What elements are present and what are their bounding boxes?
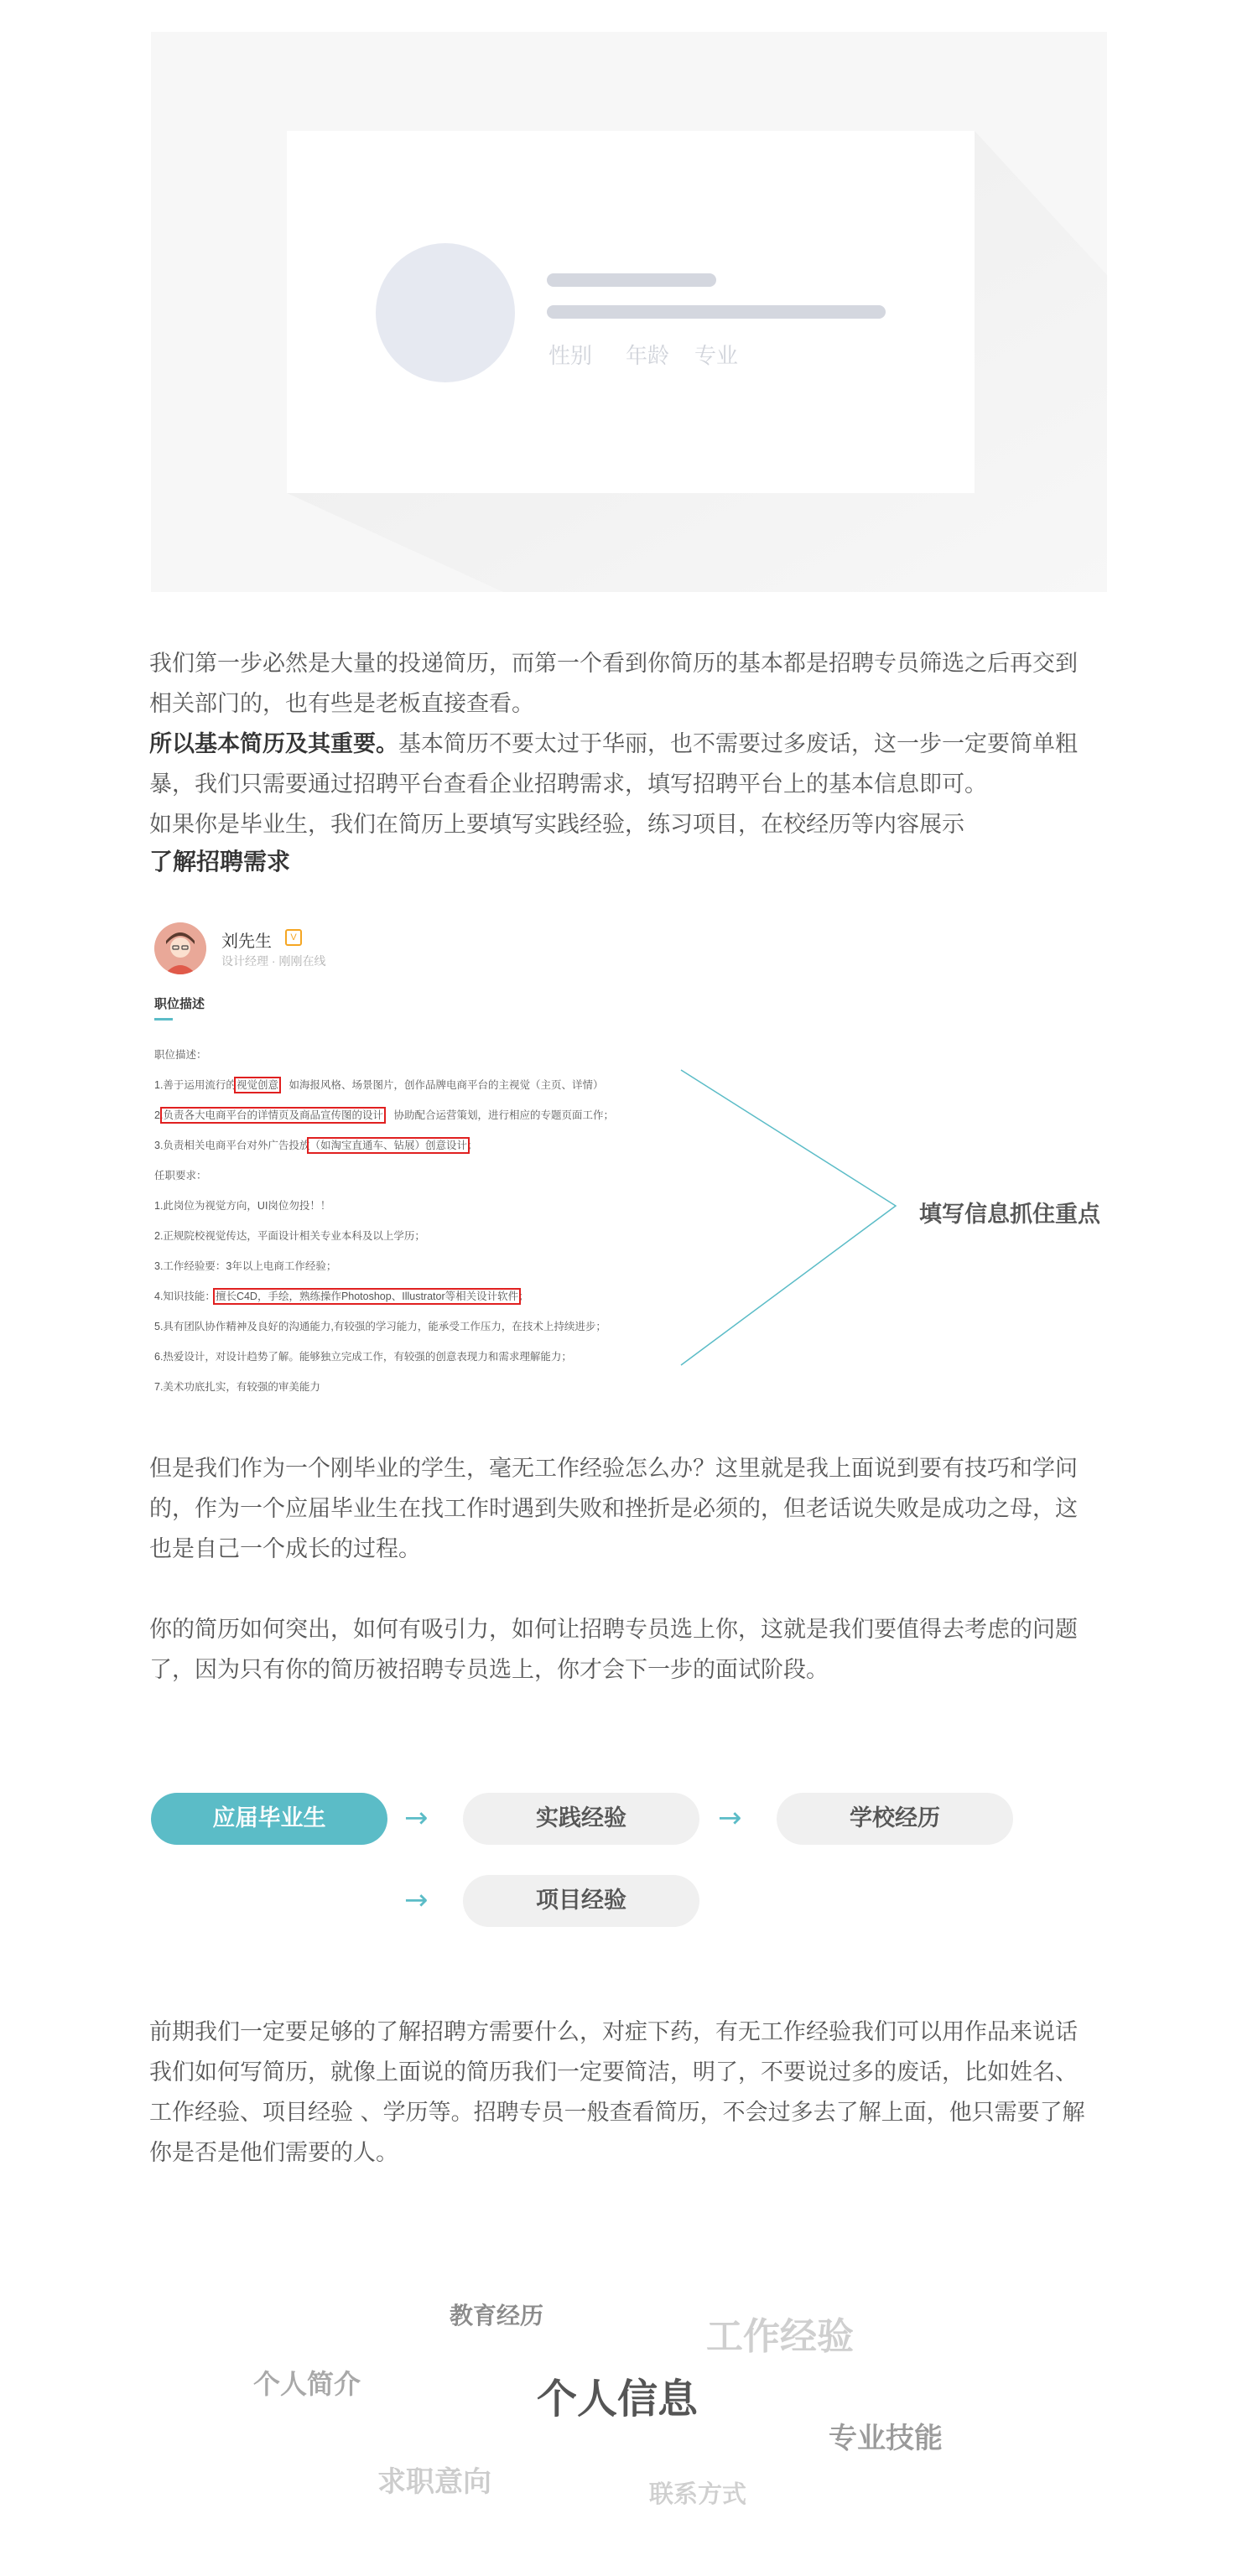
job-line-text: 7.美术功底扎实，有较强的审美能力 (154, 1381, 320, 1393)
paragraph-intro (149, 644, 1114, 845)
text-line: 但是我们作为一个刚毕业的学生，毫无工作经验怎么办？这里就是我上面说到要有技巧和学问 (149, 1456, 1078, 1482)
section-heading: 了解招聘需求 (149, 848, 291, 875)
name-placeholder-line (547, 273, 716, 287)
job-line-text: ，协助配合运营策划，进行相应的专题页面工作； (382, 1109, 614, 1121)
job-line (154, 1107, 614, 1122)
job-line (154, 1348, 572, 1363)
highlighted-keyword: 负责各大电商平台的详情页及商品宣传图的设计 (163, 1109, 383, 1121)
age-label: 年龄 (626, 344, 670, 369)
gender-label: 性别 (548, 344, 593, 369)
verified-icon: V (285, 929, 302, 946)
flow-graduate: 应届毕业生 (151, 1793, 387, 1845)
word-profile: 个人简介 (253, 2368, 361, 2400)
job-line-text: ，如海报风格、场景图片，创作品牌电商平台的主视觉（主页、详情） (278, 1079, 604, 1091)
text-line: 的，作为一个应届毕业生在找工作时遇到失败和挫折是必须的，但老话说失败是成功之母，这 (149, 1496, 1078, 1522)
text-line: 了，因为只有你的简历被招聘专员选上，你才会下一步的面试阶段。 (149, 1657, 829, 1683)
job-line (154, 1288, 529, 1303)
info-placeholder-line (547, 305, 886, 319)
flow-practice: 实践经验 (463, 1793, 699, 1845)
text-line: 前期我们一定要足够的了解招聘方需要什么，对症下药，有无工作经验我们可以用作品来说话 (149, 2019, 1078, 2045)
word-education: 教育经历 (450, 2302, 544, 2329)
text-line: 我们如何写简历，就像上面说的简历我们一定要简洁，明了，不要说过多的废话，比如姓名、 (149, 2059, 1078, 2085)
job-line-text: 4.知识技能： (154, 1291, 216, 1302)
recruiter-subtitle: 设计经理 · 刚刚在线 (221, 954, 326, 968)
text-span: 基本简历不要太过于华丽，也不需要过多废话，这一步一定要简单粗 (398, 731, 1078, 757)
text-line: 你是否是他们需要的人。 (149, 2140, 398, 2166)
recruiter-avatar (154, 922, 206, 974)
arrow-right-icon: → (404, 1883, 429, 1917)
text-line: 暴，我们只需要通过招聘平台查看企业招聘需求，填写招聘平台上的基本信息即可。 (149, 771, 987, 797)
job-line (154, 1077, 603, 1092)
section-underline (154, 1018, 173, 1021)
job-section-title: 职位描述 (154, 997, 205, 1011)
job-line-text: 3.工作经验要：3年以上电商工作经验； (154, 1260, 337, 1272)
paragraph-graduate (149, 1449, 1114, 1570)
job-line-text: ； (518, 1291, 529, 1302)
recruiter-name: 刘先生 (221, 932, 272, 951)
avatar-placeholder (376, 243, 515, 382)
job-line-text: 5.具有团队协作精神及良好的沟通能力,有较强的学习能力，能承受工作压力，在技术上持续进步； (154, 1321, 606, 1332)
job-line-text: 1.此岗位为视觉方向，UI岗位勿投！！ (154, 1200, 331, 1212)
job-line (154, 1046, 207, 1062)
job-line (154, 1379, 320, 1394)
word-skills: 专业技能 (829, 2422, 943, 2455)
job-line (154, 1258, 336, 1273)
text-line: 如果你是毕业生，我们在简历上要填写实践经验，练习项目，在校经历等内容展示 (149, 812, 964, 838)
job-line (154, 1137, 477, 1152)
flow-project: 项目经验 (463, 1875, 699, 1927)
job-line-text: 1.善于运用流行的 (154, 1079, 237, 1091)
emphasis-text: 所以基本简历及其重要。 (149, 731, 398, 757)
arrow-right-icon: → (404, 1801, 429, 1835)
job-line (154, 1167, 207, 1182)
callout-label: 填写信息抓住重点 (919, 1202, 1100, 1228)
highlighted-keyword: （如淘宝直通车、钻展）创意设计 (309, 1140, 467, 1151)
job-line-text: 2.正规院校视觉传达，平面设计相关专业本科及以上学历； (154, 1230, 425, 1242)
word-job-intention: 求职意向 (377, 2465, 491, 2499)
flow-school: 学校经历 (777, 1793, 1013, 1845)
highlighted-keyword: 擅长C4D，手绘，熟练操作Photoshop、Illustrator等相关设计软件 (215, 1291, 519, 1302)
job-line-text: 6.热爱设计，对设计趋势了解。能够独立完成工作，有较强的创意表现力和需求理解能力； (154, 1351, 572, 1363)
highlighted-keyword: 视觉创意 (236, 1079, 278, 1091)
job-line (154, 1318, 606, 1333)
arrow-right-icon: → (718, 1801, 742, 1835)
text-line: 也是自己一个成长的过程。 (149, 1536, 421, 1562)
job-line-text: 2. (154, 1109, 164, 1121)
paragraph-summary (149, 2012, 1114, 2174)
job-line-text: ； (466, 1140, 478, 1151)
major-label: 专业 (694, 344, 739, 369)
job-line-text: 3.负责相关电商平台对外广告投放 (154, 1140, 310, 1151)
text-line: 相关部门的，也有些是老板直接查看。 (149, 691, 534, 717)
text-line: 我们第一步必然是大量的投递简历，而第一个看到你简历的基本都是招聘专员筛选之后再交到 (149, 651, 1078, 677)
job-line (154, 1197, 330, 1213)
text-line: 你的简历如何突出，如何有吸引力，如何让招聘专员选上你，这就是我们要值得去考虑的问题 (149, 1617, 1078, 1643)
job-line-text: 职位描述： (154, 1049, 207, 1061)
job-line-text: 任职要求： (154, 1170, 207, 1182)
text-line: 工作经验、项目经验 、学历等。招聘专员一般查看简历，不会过多去了解上面，他只需要了解 (149, 2100, 1085, 2126)
person-icon (154, 922, 206, 974)
text-line (149, 724, 1114, 765)
paragraph-stand-out (149, 1610, 1114, 1690)
word-work-experience: 工作经验 (706, 2315, 854, 2358)
word-personal-info: 个人信息 (537, 2376, 699, 2423)
callout-bracket (671, 1065, 906, 1375)
word-contact: 联系方式 (649, 2480, 747, 2508)
job-line (154, 1228, 425, 1243)
